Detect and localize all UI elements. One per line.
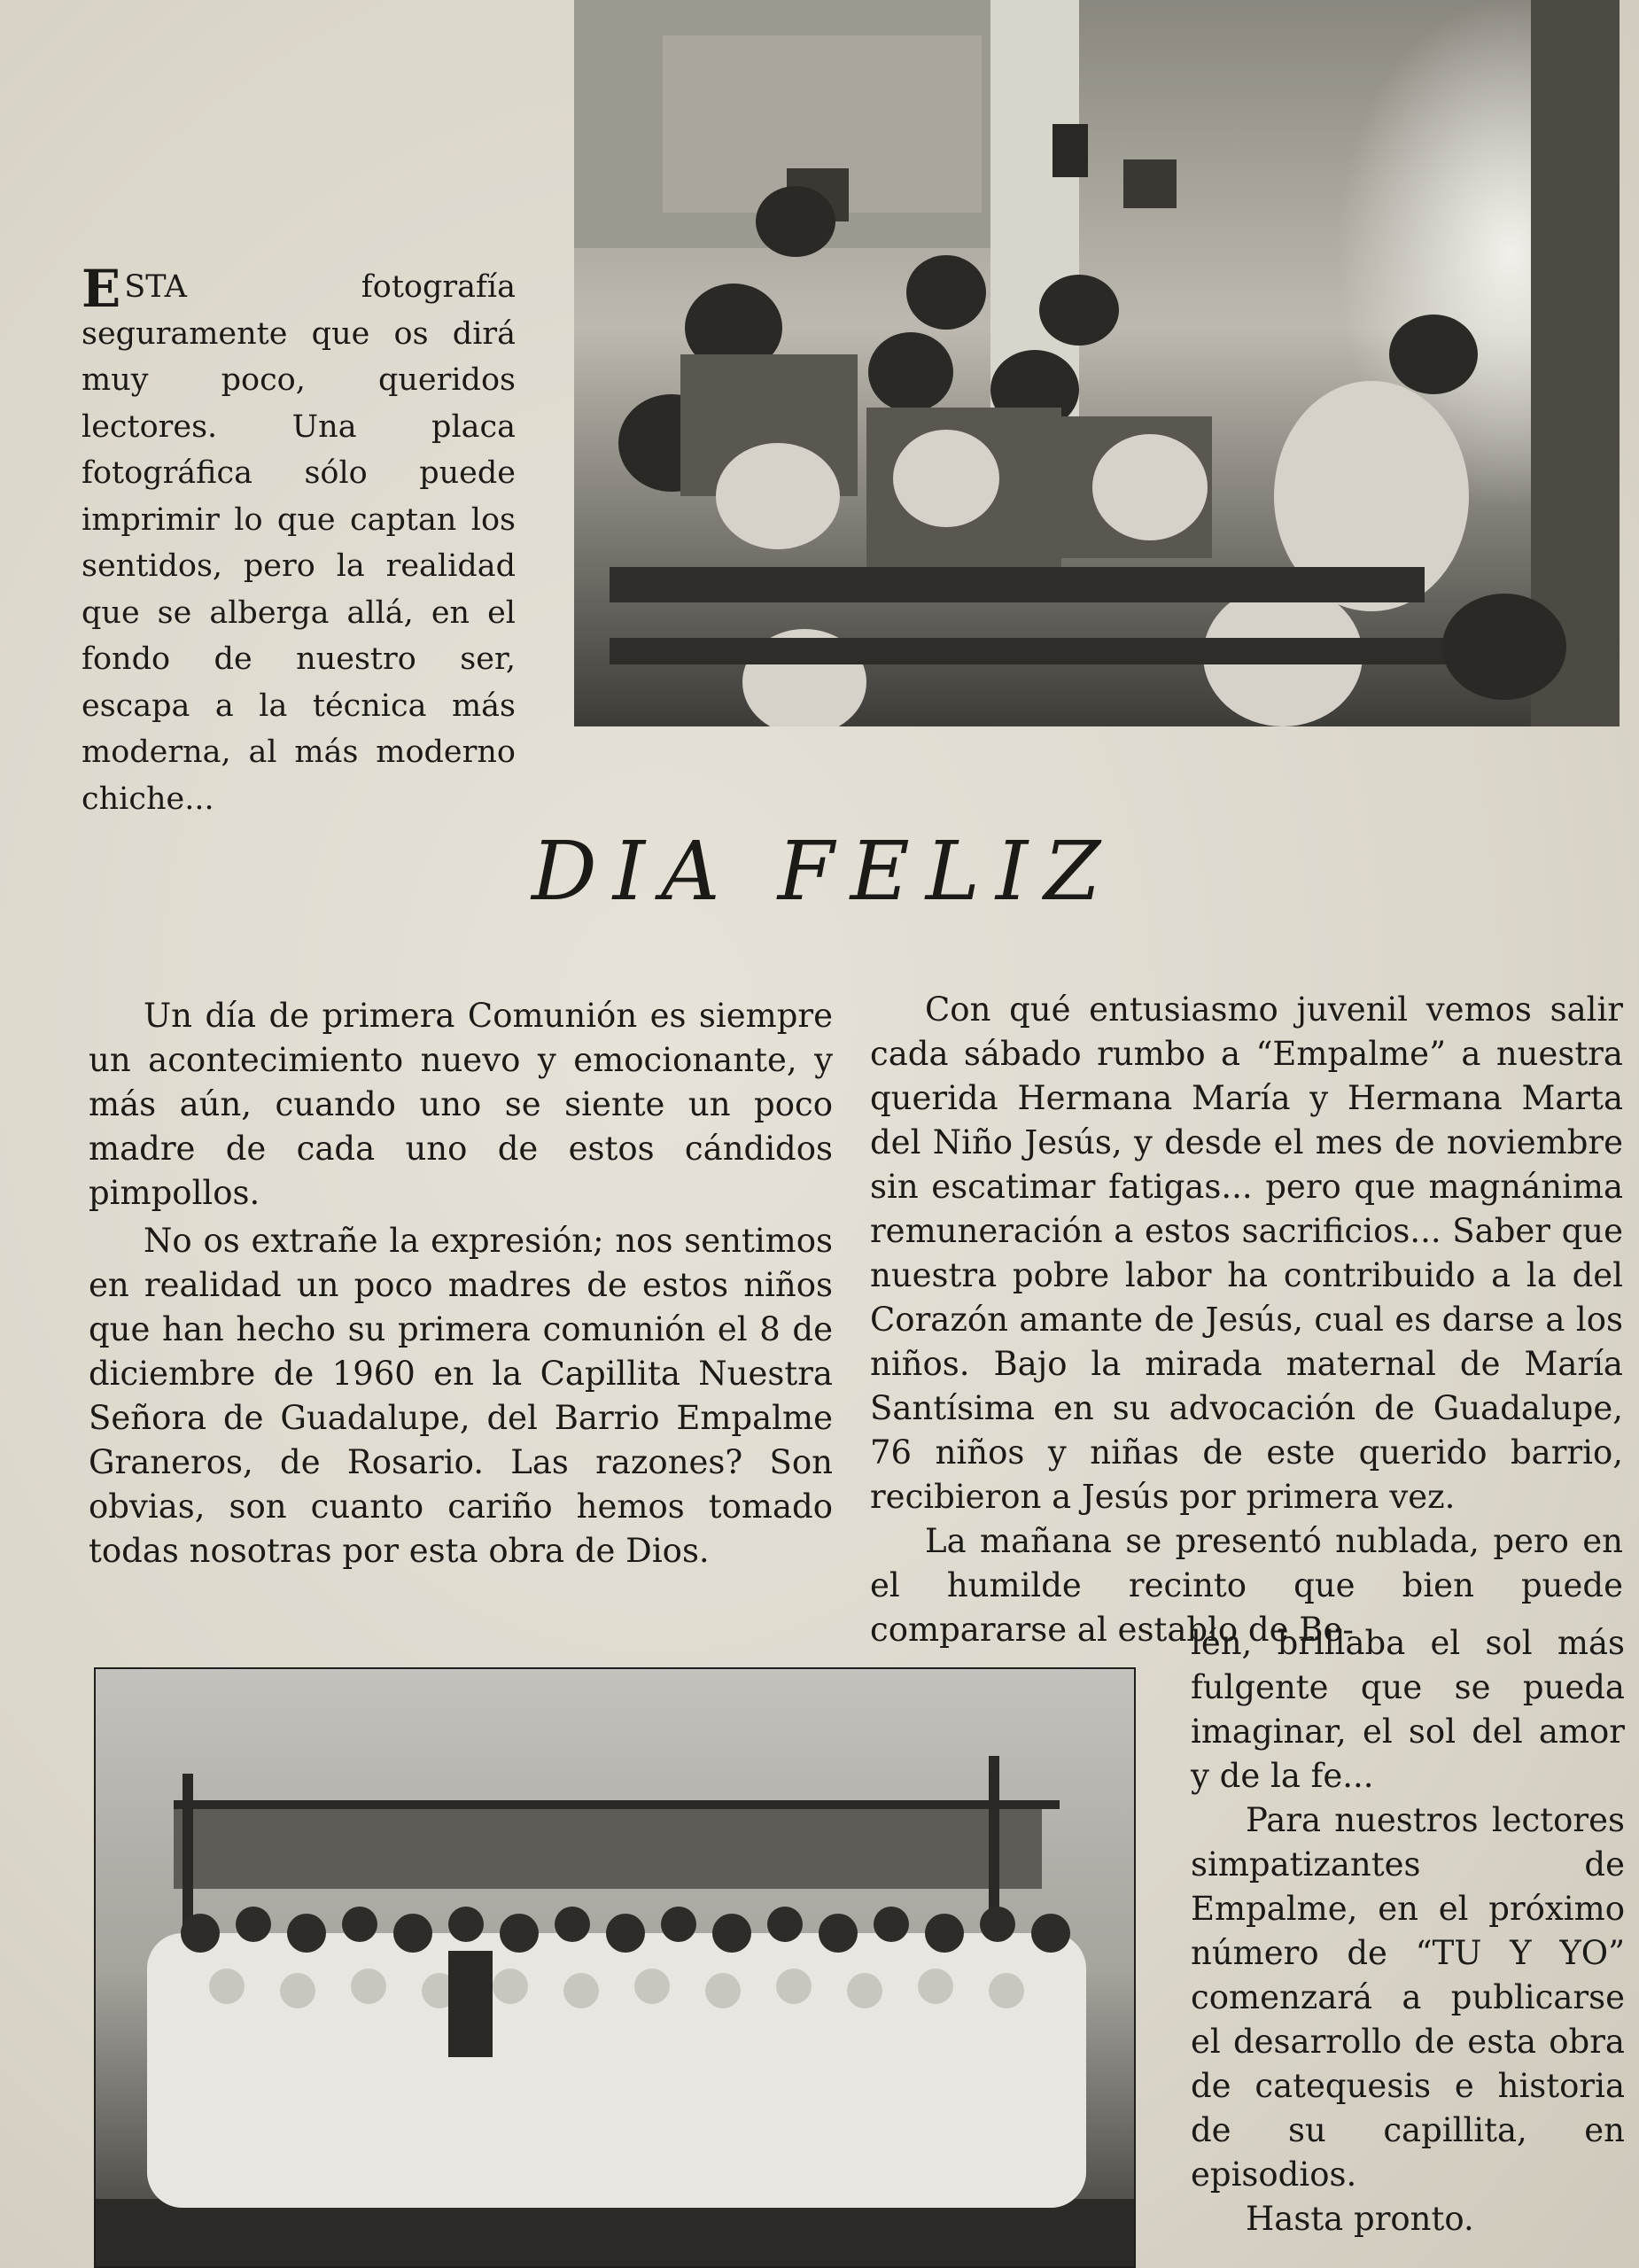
dropcap-letter: E xyxy=(82,259,121,319)
right-narrow-paragraph-1: lén, brillaba el sol más fulgente que se pueda imaginar, el sol del amor y de la fe... xyxy=(1191,1624,1625,1795)
communion-group-illustration xyxy=(94,1667,1136,2268)
article-title: DIA FELIZ xyxy=(532,824,1117,919)
communion-group-photo xyxy=(94,1667,1136,2268)
left-paragraph-2: No os extrañe la expresión; nos sentimos en realidad un poco madres de estos niños que han hecho su primera comunión el 8 de diciembre de 1960 en la Capillita Nuestra Señora de Guadalupe, del Barrio Empalme Graneros, de Rosario. Las razones? Son obvias, son cuanto cariño hemos tomado todas nosotras por esta obra de Dios. xyxy=(89,1222,833,1570)
intro-paragraph xyxy=(82,259,516,822)
church-interior-illustration xyxy=(574,0,1620,726)
right-narrow-paragraph-2: Para nuestros lectores simpatizantes de Empalme, en el próximo número de “TU Y YO” comenzará a publicarse el desarrollo de esta obra de catequesis e historia de su capillita, en episodios. xyxy=(1191,1801,1625,2194)
right-paragraph-2: La mañana se presentó nublada, pero en el humilde recinto que bien puede compararse al establo de Be- xyxy=(870,1522,1623,1649)
church-interior-photo xyxy=(574,0,1620,726)
right-narrow-closing: Hasta pronto. xyxy=(1246,2200,1474,2238)
right-column xyxy=(870,988,1623,1652)
right-column-narrow xyxy=(1191,1621,1625,2241)
left-column xyxy=(89,994,833,1573)
intro-text: STA fotografía seguramente que os dirá muy poco, queridos lectores. Una placa fotográfica sólo puede imprimir lo que captan los sentidos, pero la realidad que se alberga allá, en el fondo de nuestro ser, escapa a la técnica más moderna, al más moderno chiche... xyxy=(82,269,516,817)
left-paragraph-1: Un día de primera Comunión es siempre un acontecimiento nuevo y emocionante, y más aún, cuando uno se siente un poco madre de cada uno de estos cándidos pimpollos. xyxy=(89,997,833,1212)
right-paragraph-1: Con qué entusiasmo juvenil vemos salir cada sábado rumbo a “Empalme” a nuestra querida Hermana María y Hermana Marta del Niño Jesús, y desde el mes de noviembre sin escatimar fatigas... pero que magnánima remuneración a estos sacrificios... Saber que nuestra pobre labor ha contribuido a la del Corazón amante de Jesús, cual es darse a los niños. Bajo la mirada maternal de María Santísima en su advocación de Guadalupe, 76 niños y niñas de este querido barrio, recibieron a Jesús por primera vez. xyxy=(870,990,1623,1516)
